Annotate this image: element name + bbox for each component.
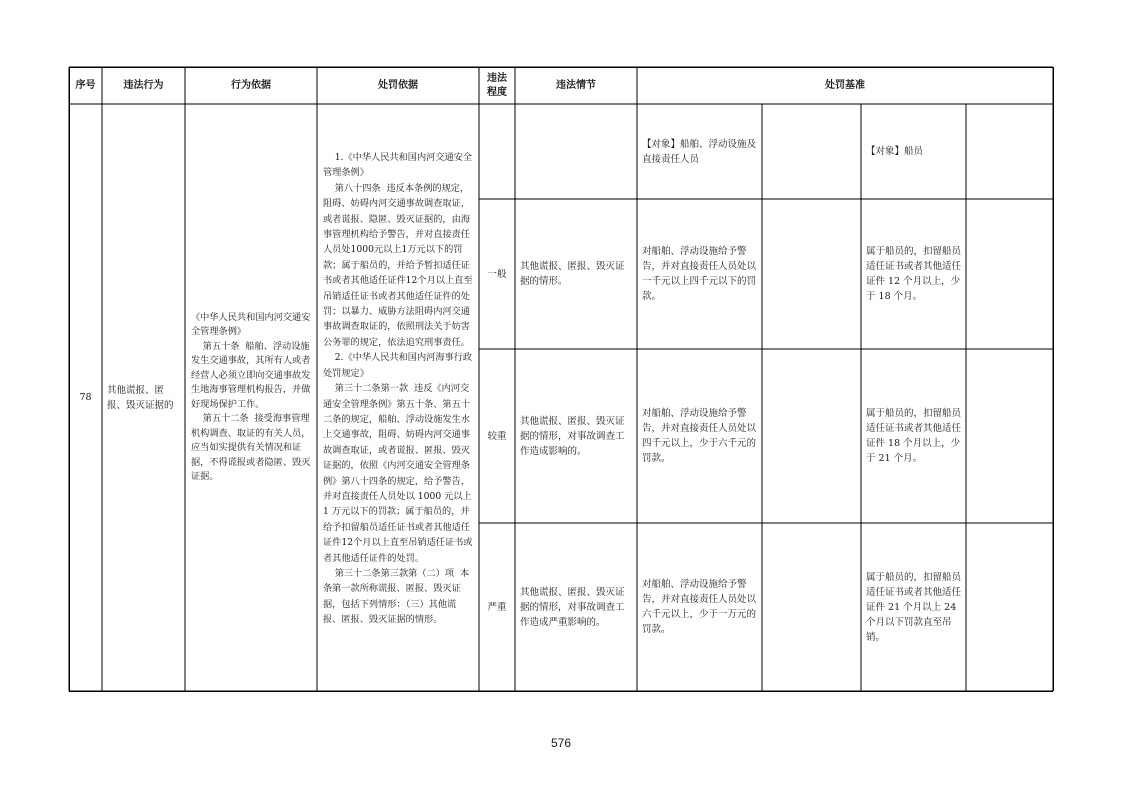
ship-penalty-serious bbox=[637, 349, 762, 523]
ship-penalty-general-text: 对船舶、浮动设施给予警告，并对直接责任人员处以一千元以上四千元以下的罚款。 bbox=[642, 246, 757, 302]
page-number: 576 bbox=[550, 736, 572, 750]
degree-severe: 严重 bbox=[487, 601, 507, 613]
crew-penalty-severe-text: 属于船员的，扣留船员适任证书或者其他适任证件 21 个月以上 24 个月以下罚款直至吊销。 bbox=[866, 571, 962, 643]
crew-penalty-severe bbox=[861, 523, 966, 691]
degree-general: 一般 bbox=[487, 268, 507, 280]
degree-serious: 较重 bbox=[487, 430, 507, 442]
behavior-basis-cell bbox=[185, 104, 317, 691]
penalty-basis-text: 1.《中华人民共和国内河交通安全管理条例》 第八十四条 违反本条例的规定，阻碍、妨碍内河交通事故调查取证，或者谎报、隐匿、毁灭证据的，由海事管理机构给予警告，并对直接责任人员处1000元以上1万元以下的罚款；属于船员的，并给予暂扣适任证书或者其他适任证件12个月以上直至吊销适任证书或者其他适任证件的处罚；以暴力、威胁方法阻碍内河交通事故调查取证的，依照刑法关于妨害公务罪的规定，依法追究刑事责任。 2.《中华人民共和国内河海事行政处罚规定》 第三十二条第一款 违反《内河交通安全管理条例》第五十条、第五十二条的规定，船舶、浮动设施发生水上交通事故，阻碍、妨碍内河交通事故调查取证，或者谎报、匿报、毁灭证据的，依照《内河交通安全管理条例》第八十四条的规定，给予警告，并对直接责任人员处以 1000 元以上 1 万元以下的罚款；属于船员的，并给予扣留船员适任证书或者其他适任证件12个月以上直至吊销适任证书或者其他适任证件的处罚。 第三十二条第三款第（二）项 本条第一款所称谎报、匿报、毁灭证据，包括下列情形：（三）其他谎报、匿报、毁灭证据的情形。 bbox=[323, 152, 473, 626]
ship-penalty-severe-text: 对船舶、浮动设施给予警告，并对直接责任人员处以六千元以上，少于一万元的罚款。 bbox=[642, 579, 757, 635]
header-circumstance: 违法情节 bbox=[556, 80, 596, 91]
penalty-basis-cell bbox=[317, 150, 479, 670]
circumstance-serious bbox=[515, 349, 637, 523]
ship-penalty-general bbox=[637, 199, 762, 349]
crew-penalty-serious bbox=[861, 349, 966, 523]
crew-penalty-general bbox=[861, 199, 966, 349]
header-degree: 违法 程度 bbox=[487, 72, 507, 98]
header-behavior-basis: 行为依据 bbox=[231, 80, 271, 91]
behavior-basis-text: 《中华人民共和国内河交通安全管理条例》 第五十条 船舶、浮动设施发生交通事故，其所有人或者经营人必须立即向交通事故发生地海事管理机构报告，并做好现场保护工作。 第五十二条 接受海事管理机构调查、取证的有关人员，应当如实提供有关情况和证据，不得谎报或者隐匿、毁灭证据。 bbox=[191, 311, 311, 482]
violation-text: 其他谎报、匿报、毁灭证据的 bbox=[107, 384, 174, 411]
target-ship-text: 【对象】船舶、浮动设施及直接责任人员 bbox=[642, 138, 757, 165]
header-seq: 序号 bbox=[75, 80, 96, 91]
row-violation bbox=[102, 104, 185, 691]
circumstance-general-text: 其他谎报、匿报、毁灭证据的情形。 bbox=[520, 261, 625, 287]
target-ship-cell bbox=[637, 104, 762, 199]
circumstance-serious-text: 其他谎报、匿报、毁灭证据的情形，对事故调查工作造成影响的。 bbox=[520, 415, 625, 457]
crew-penalty-serious-text: 属于船员的，扣留船员适任证书或者其他适任证件 18 个月以上，少于 21 个月。 bbox=[866, 408, 962, 464]
circumstance-severe-text: 其他谎报、匿报、毁灭证据的情形，对事故调查工作造成严重影响的。 bbox=[520, 586, 625, 628]
crew-penalty-general-text: 属于船员的，扣留船员适任证书或者其他适任证件 12 个月以上，少于 18 个月。 bbox=[866, 246, 962, 302]
row-seq: 78 bbox=[79, 392, 92, 403]
circumstance-general bbox=[515, 199, 637, 349]
ship-penalty-serious-text: 对船舶、浮动设施给予警告，并对直接责任人员处以四千元以上，少于六千元的罚款。 bbox=[642, 408, 757, 464]
header-standard: 处罚基准 bbox=[825, 80, 865, 91]
ship-penalty-severe bbox=[637, 523, 762, 691]
circumstance-severe bbox=[515, 523, 637, 691]
header-penalty-basis: 处罚依据 bbox=[378, 80, 418, 91]
target-crew-text: 【对象】船员 bbox=[866, 146, 924, 157]
header-violation: 违法行为 bbox=[123, 80, 164, 91]
target-crew-cell bbox=[861, 104, 966, 199]
